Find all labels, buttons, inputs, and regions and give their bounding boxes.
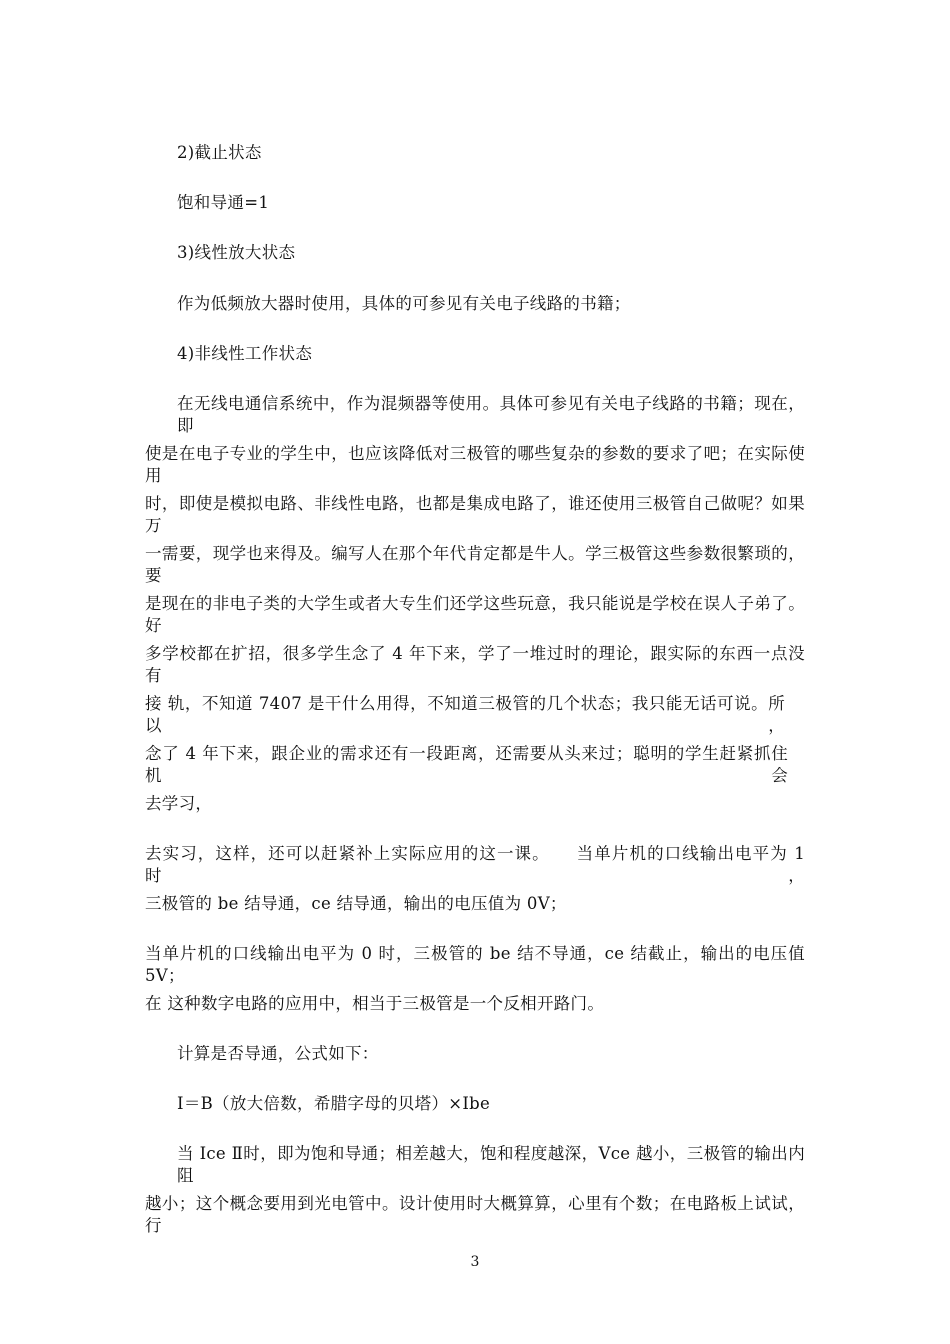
paragraph-line: 时，即使是模拟电路、非线性电路，也都是集成电路了，谁还使用三极管自己做呢？如果万 bbox=[145, 494, 805, 535]
paragraph-line: 在无线电通信系统中，作为混频器等使用。具体可参见有关电子线路的书籍；现在，即 bbox=[177, 394, 805, 435]
paragraph-line: 在 这种数字电路的应用中，相当于三极管是一个反相开路门。 bbox=[145, 994, 605, 1013]
heading-nonlinear-state: 4)非线性工作状态 bbox=[177, 344, 313, 363]
paragraph-line: 念了 4 年下来，跟企业的需求还有一段距离，还需要从头来过；聪明的学生赶紧抓住机会 bbox=[145, 744, 788, 785]
paragraph-line: 使是在电子专业的学生中，也应该降低对三极管的哪些复杂的参数的要求了吧；在实际使用 bbox=[145, 444, 805, 485]
paragraph-line: 三极管的 be 结导通，ce 结导通，输出的电压值为 0V； bbox=[145, 894, 567, 913]
formula-line: I＝B（放大倍数，希腊字母的贝塔）×Ibe bbox=[177, 1094, 491, 1113]
paragraph-line: 一需要，现学也来得及。编写人在那个年代肯定都是牛人。学三极管这些参数很繁琐的，要 bbox=[145, 544, 805, 585]
paragraph-line: 当 Ice Ⅱ时，即为饱和导通；相差越大，饱和程度越深，Vce 越小，三极管的输出内阻 bbox=[177, 1144, 805, 1185]
paragraph-line: 越小；这个概念要用到光电管中。设计使用时大概算算，心里有个数；在电路板上试试，行 bbox=[145, 1194, 805, 1235]
paragraph-line: 接 轨，不知道 7407 是干什么用得，不知道三极管的几个状态；我只能无话可说。所以， bbox=[145, 694, 785, 735]
heading-cutoff-state: 2)截止状态 bbox=[177, 143, 262, 162]
paragraph-line: 去学习， bbox=[145, 794, 213, 813]
paragraph-line: 当单片机的口线输出电平为 0 时，三极管的 be 结不导通，ce 结截止，输出的电压值 5V； bbox=[145, 944, 805, 985]
paragraph-line: 是现在的非电子类的大学生或者大专生们还学这些玩意，我只能说是学校在误人子弟了。好 bbox=[145, 594, 805, 635]
text-line: 计算是否导通，公式如下： bbox=[177, 1044, 379, 1063]
heading-linear-amplify-state: 3)线性放大状态 bbox=[177, 243, 296, 262]
paragraph-line: 多学校都在扩招，很多学生念了 4 年下来，学了一堆过时的理论，跟实际的东西一点没有 bbox=[145, 644, 805, 685]
paragraph-line: 去实习，这样，还可以赶紧补上实际应用的这一课。 当单片机的口线输出电平为 1 时， bbox=[145, 844, 805, 885]
text-line: 饱和导通=1 bbox=[177, 193, 270, 212]
text-line: 作为低频放大器时使用，具体的可参见有关电子线路的书籍； bbox=[177, 294, 631, 313]
page-number: 3 bbox=[470, 1254, 480, 1270]
